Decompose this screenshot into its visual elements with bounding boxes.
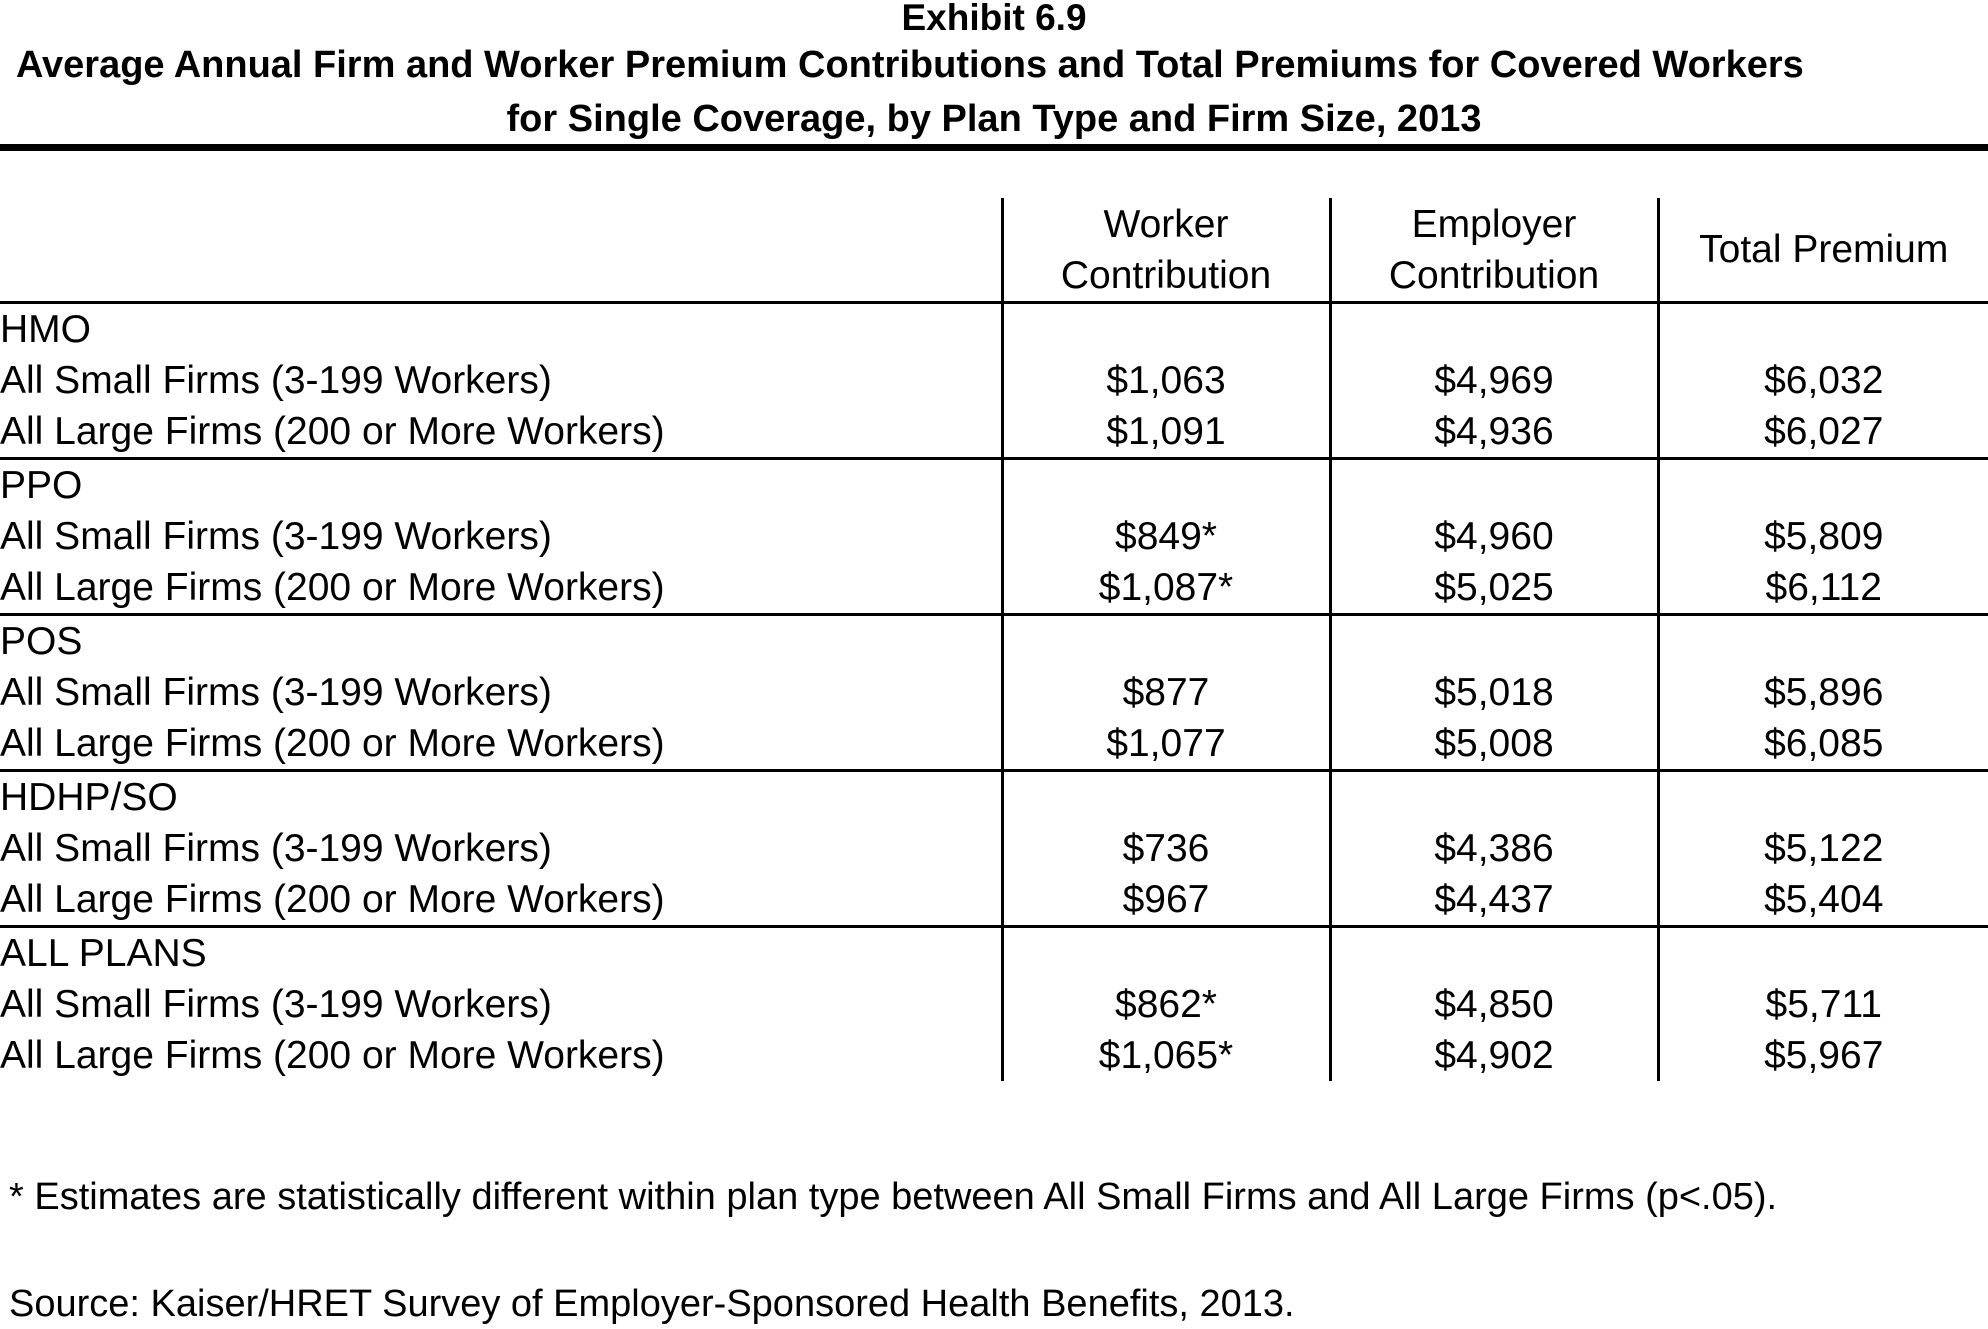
section-empty-cell <box>1330 303 1658 356</box>
employer-contribution-value: $5,025 <box>1330 562 1658 615</box>
worker-contribution-value: $1,063 <box>1002 355 1330 406</box>
row-label: All Large Firms (200 or More Workers) <box>0 406 1002 459</box>
table-row <box>0 406 1988 459</box>
worker-contribution-value: $1,077 <box>1002 718 1330 771</box>
table-row <box>0 562 1988 615</box>
section-label: ALL PLANS <box>0 932 207 975</box>
source-note: Source: Kaiser/HRET Survey of Employer-Sponsored Health Benefits, 2013. <box>9 1283 1295 1325</box>
row-label: All Small Firms (3-199 Workers) <box>0 671 552 714</box>
row-label: All Small Firms (3-199 Workers) <box>0 359 552 402</box>
employer-contribution-value: $5,008 <box>1330 718 1658 771</box>
table-row <box>0 979 1988 1030</box>
header-worker-line1: Worker <box>1103 202 1229 246</box>
total-premium-value: $6,032 <box>1658 355 1988 406</box>
employer-contribution-value: $4,936 <box>1330 406 1658 459</box>
section-empty-cell <box>1002 459 1330 512</box>
worker-contribution-value: $1,065* <box>1002 1030 1330 1081</box>
worker-contribution-value: $736 <box>1002 823 1330 874</box>
section-empty-cell <box>1658 459 1988 512</box>
section-label: HMO <box>0 308 91 351</box>
section-row <box>0 459 1988 512</box>
header-row <box>0 198 1988 303</box>
total-premium-value: $5,967 <box>1658 1030 1988 1081</box>
section-empty-cell <box>1330 927 1658 980</box>
table-row <box>0 667 1988 718</box>
header-worker-contribution <box>1002 198 1330 303</box>
worker-contribution-value: $967 <box>1002 874 1330 927</box>
header-worker-line2: Contribution <box>1060 253 1272 297</box>
section-empty-cell <box>1330 771 1658 824</box>
total-premium-value: $6,112 <box>1658 562 1988 615</box>
section-label: PPO <box>0 464 83 507</box>
table-row <box>0 718 1988 771</box>
total-premium-value: $5,122 <box>1658 823 1988 874</box>
row-label: All Small Firms (3-199 Workers) <box>0 515 552 558</box>
row-label: All Large Firms (200 or More Workers) <box>0 718 1002 771</box>
header-employer-line2: Contribution <box>1388 253 1600 297</box>
section-empty-cell <box>1330 459 1658 512</box>
table-body <box>0 303 1988 1082</box>
header-employer-contribution <box>1330 198 1658 303</box>
premium-table <box>0 198 1988 1081</box>
table-row <box>0 1030 1988 1081</box>
section-empty-cell <box>1002 303 1330 356</box>
employer-contribution-value: $4,386 <box>1330 823 1658 874</box>
employer-contribution-value: $4,960 <box>1330 511 1658 562</box>
employer-contribution-value: $5,018 <box>1330 667 1658 718</box>
total-premium-value: $5,809 <box>1658 511 1988 562</box>
section-label: HDHP/SO <box>0 776 178 819</box>
section-empty-cell <box>1658 927 1988 980</box>
worker-contribution-value: $877 <box>1002 667 1330 718</box>
header-blank-cell <box>0 198 1002 303</box>
row-label: All Large Firms (200 or More Workers) <box>0 874 1002 927</box>
chart-title-line-2: for Single Coverage, by Plan Type and Firm Size, 2013 <box>506 98 1482 140</box>
total-premium-value: $6,027 <box>1658 406 1988 459</box>
row-label: All Small Firms (3-199 Workers) <box>0 827 552 870</box>
table-row <box>0 355 1988 406</box>
total-premium-value: $5,896 <box>1658 667 1988 718</box>
section-empty-cell <box>1002 927 1330 980</box>
section-row <box>0 615 1988 668</box>
worker-contribution-value: $862* <box>1002 979 1330 1030</box>
section-row <box>0 771 1988 824</box>
footnote: * Estimates are statistically different within plan type between All Small Firms and All Large Firms (p<.05). <box>9 1176 1778 1218</box>
top-rule <box>0 144 1988 151</box>
employer-contribution-value: $4,850 <box>1330 979 1658 1030</box>
employer-contribution-value: $4,969 <box>1330 355 1658 406</box>
worker-contribution-value: $1,091 <box>1002 406 1330 459</box>
table-row <box>0 823 1988 874</box>
section-row <box>0 303 1988 356</box>
total-premium-value: $6,085 <box>1658 718 1988 771</box>
exhibit-label: Exhibit 6.9 <box>901 0 1087 38</box>
header-employer-line1: Employer <box>1411 202 1577 246</box>
table-row <box>0 511 1988 562</box>
title-block <box>0 0 1988 146</box>
section-empty-cell <box>1658 615 1988 668</box>
section-label: POS <box>0 620 83 663</box>
worker-contribution-value: $849* <box>1002 511 1330 562</box>
section-empty-cell <box>1002 615 1330 668</box>
row-label: All Large Firms (200 or More Workers) <box>0 1034 665 1077</box>
header-total-premium: Total Premium <box>1699 228 1949 271</box>
section-empty-cell <box>1658 771 1988 824</box>
section-empty-cell <box>1330 615 1658 668</box>
total-premium-value: $5,404 <box>1658 874 1988 927</box>
row-label: All Large Firms (200 or More Workers) <box>0 562 1002 615</box>
total-premium-value: $5,711 <box>1658 979 1988 1030</box>
section-empty-cell <box>1002 771 1330 824</box>
table-row <box>0 874 1988 927</box>
section-row <box>0 927 1988 980</box>
section-empty-cell <box>1658 303 1988 356</box>
chart-title-line-1: Average Annual Firm and Worker Premium Contributions and Total Premiums for Covered Workers <box>16 44 1804 86</box>
worker-contribution-value: $1,087* <box>1002 562 1330 615</box>
row-label: All Small Firms (3-199 Workers) <box>0 983 552 1026</box>
employer-contribution-value: $4,902 <box>1330 1030 1658 1081</box>
employer-contribution-value: $4,437 <box>1330 874 1658 927</box>
